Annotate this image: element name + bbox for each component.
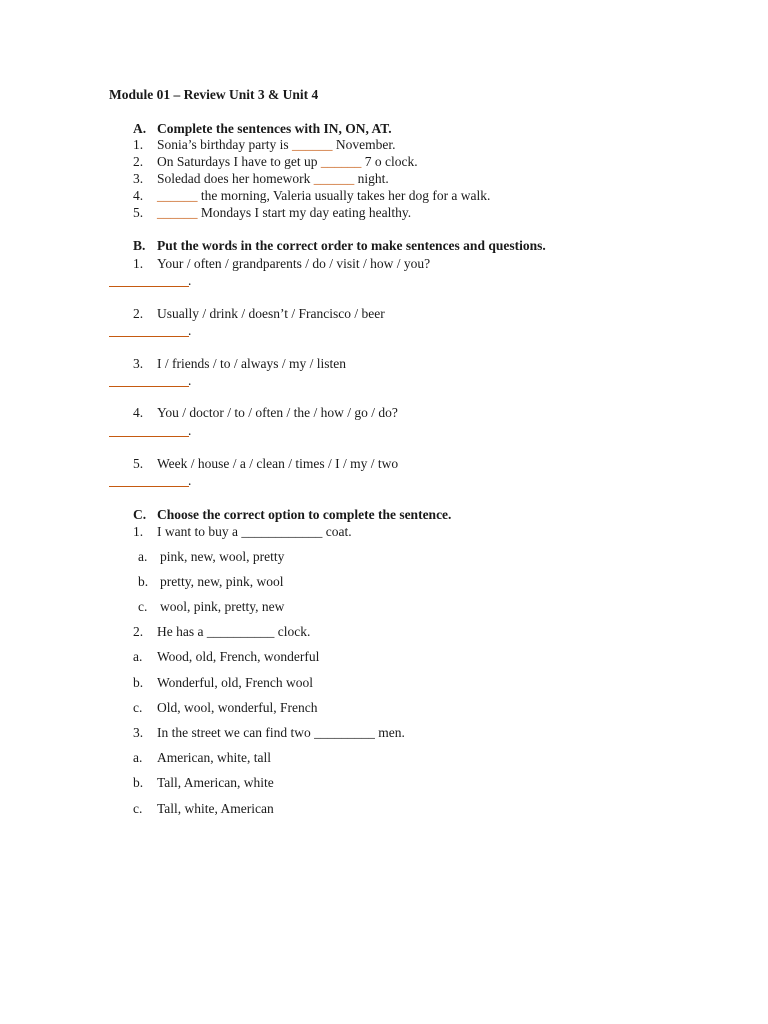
c-question-3: [157, 725, 405, 741]
a-item-4-after: the morning, Valeria usually takes her dog for a walk.: [197, 188, 491, 203]
b-item-5-answer-end: .: [188, 473, 192, 488]
a-item-3-before: Soledad does her homework: [157, 171, 314, 186]
c-question-1-before: I want to buy a: [157, 524, 242, 539]
section-b-letter: B.: [133, 238, 146, 253]
b-item-3-answer-line[interactable]: [109, 372, 192, 388]
c-question-2-number: 2.: [133, 624, 144, 639]
a-item-4-blank[interactable]: ______: [157, 188, 198, 203]
c-question-2-before: He has a: [157, 624, 207, 639]
a-item-3: [157, 171, 389, 187]
b-item-2-number: 2.: [133, 306, 144, 321]
c-q3-option-a[interactable]: American, white, tall: [157, 750, 271, 765]
c-q3-option-c[interactable]: Tall, white, American: [157, 801, 274, 816]
b-item-3-text: I / friends / to / always / my / listen: [157, 356, 346, 371]
c-q3-option-b[interactable]: Tall, American, white: [157, 775, 274, 790]
a-item-5-number: 5.: [133, 205, 144, 220]
b-item-4-number: 4.: [133, 405, 144, 420]
b-item-5-answer-line[interactable]: [109, 472, 192, 488]
c-question-1: [157, 524, 352, 540]
a-item-3-blank[interactable]: ______: [313, 171, 355, 186]
a-item-5-blank[interactable]: ______: [157, 205, 198, 220]
section-a-letter: A.: [133, 121, 147, 136]
b-item-4-text: You / doctor / to / often / the / how / go / do?: [157, 405, 398, 420]
b-item-2-answer-line[interactable]: [109, 322, 192, 338]
b-item-1-text: Your / often / grandparents / do / visit / how / you?: [157, 256, 431, 271]
c-q1-option-b-letter: b.: [138, 574, 149, 589]
c-q2-option-a-letter: a.: [133, 649, 143, 664]
a-item-2-number: 2.: [133, 154, 144, 169]
b-item-2-text: Usually / drink / doesn’t / Francisco / beer: [157, 306, 385, 321]
b-item-3-number: 3.: [133, 356, 144, 371]
c-q2-option-c-letter: c.: [133, 700, 143, 715]
c-q2-option-b-letter: b.: [133, 675, 144, 690]
b-item-3-answer-end: .: [188, 373, 192, 388]
c-q1-option-a[interactable]: pink, new, wool, pretty: [160, 549, 285, 564]
section-a-heading: Complete the sentences with IN, ON, AT.: [157, 121, 392, 136]
c-q2-option-a[interactable]: Wood, old, French, wonderful: [157, 649, 320, 664]
c-q3-option-b-letter: b.: [133, 775, 144, 790]
a-item-1-before: Sonia’s birthday party is: [157, 137, 292, 152]
a-item-1: [157, 137, 396, 153]
a-item-2-before: On Saturdays I have to get up: [157, 154, 321, 169]
b-item-5-number: 5.: [133, 456, 144, 471]
b-item-1-answer-line[interactable]: [109, 272, 192, 288]
c-question-3-number: 3.: [133, 725, 144, 740]
b-item-1-answer-end: .: [188, 273, 192, 288]
b-item-5-text: Week / house / a / clean / times / I / my / two: [157, 456, 399, 471]
c-question-1-number: 1.: [133, 524, 144, 539]
section-b-heading: Put the words in the correct order to make sentences and questions.: [157, 238, 546, 253]
c-q3-option-c-letter: c.: [133, 801, 143, 816]
c-question-1-after: coat.: [322, 524, 352, 539]
b-item-4-answer-line[interactable]: [109, 422, 192, 438]
a-item-2-blank[interactable]: ______: [320, 154, 362, 169]
c-question-3-blank[interactable]: _________: [314, 725, 375, 740]
c-question-1-blank[interactable]: ____________: [241, 524, 323, 539]
a-item-5: [157, 205, 411, 221]
c-q1-option-c[interactable]: wool, pink, pretty, new: [160, 599, 285, 614]
a-item-4-number: 4.: [133, 188, 144, 203]
b-item-1-number: 1.: [133, 256, 144, 271]
c-question-2: [157, 624, 310, 640]
b-item-2-answer-end: .: [188, 323, 192, 338]
a-item-5-after: Mondays I start my day eating healthy.: [197, 205, 412, 220]
c-q1-option-c-letter: c.: [138, 599, 148, 614]
a-item-1-number: 1.: [133, 137, 144, 152]
a-item-2-after: 7 o clock.: [361, 154, 418, 169]
c-question-3-after: men.: [374, 725, 405, 740]
c-q1-option-b[interactable]: pretty, new, pink, wool: [160, 574, 284, 589]
a-item-1-after: November.: [332, 137, 396, 152]
a-item-3-number: 3.: [133, 171, 144, 186]
page-title: Module 01 – Review Unit 3 & Unit 4: [109, 87, 319, 102]
c-question-2-blank[interactable]: __________: [206, 624, 275, 639]
c-question-3-before: In the street we can find two: [157, 725, 315, 740]
c-q2-option-c[interactable]: Old, wool, wonderful, French: [157, 700, 318, 715]
section-c-letter: C.: [133, 507, 147, 522]
b-item-4-answer-end: .: [188, 423, 192, 438]
c-question-2-after: clock.: [274, 624, 311, 639]
a-item-3-after: night.: [354, 171, 389, 186]
c-q3-option-a-letter: a.: [133, 750, 143, 765]
a-item-2: [157, 154, 418, 170]
a-item-1-blank[interactable]: ______: [292, 137, 333, 152]
section-c-heading: Choose the correct option to complete the sentence.: [157, 507, 452, 522]
c-q2-option-b[interactable]: Wonderful, old, French wool: [157, 675, 314, 690]
c-q1-option-a-letter: a.: [138, 549, 148, 564]
a-item-4: [157, 188, 490, 204]
